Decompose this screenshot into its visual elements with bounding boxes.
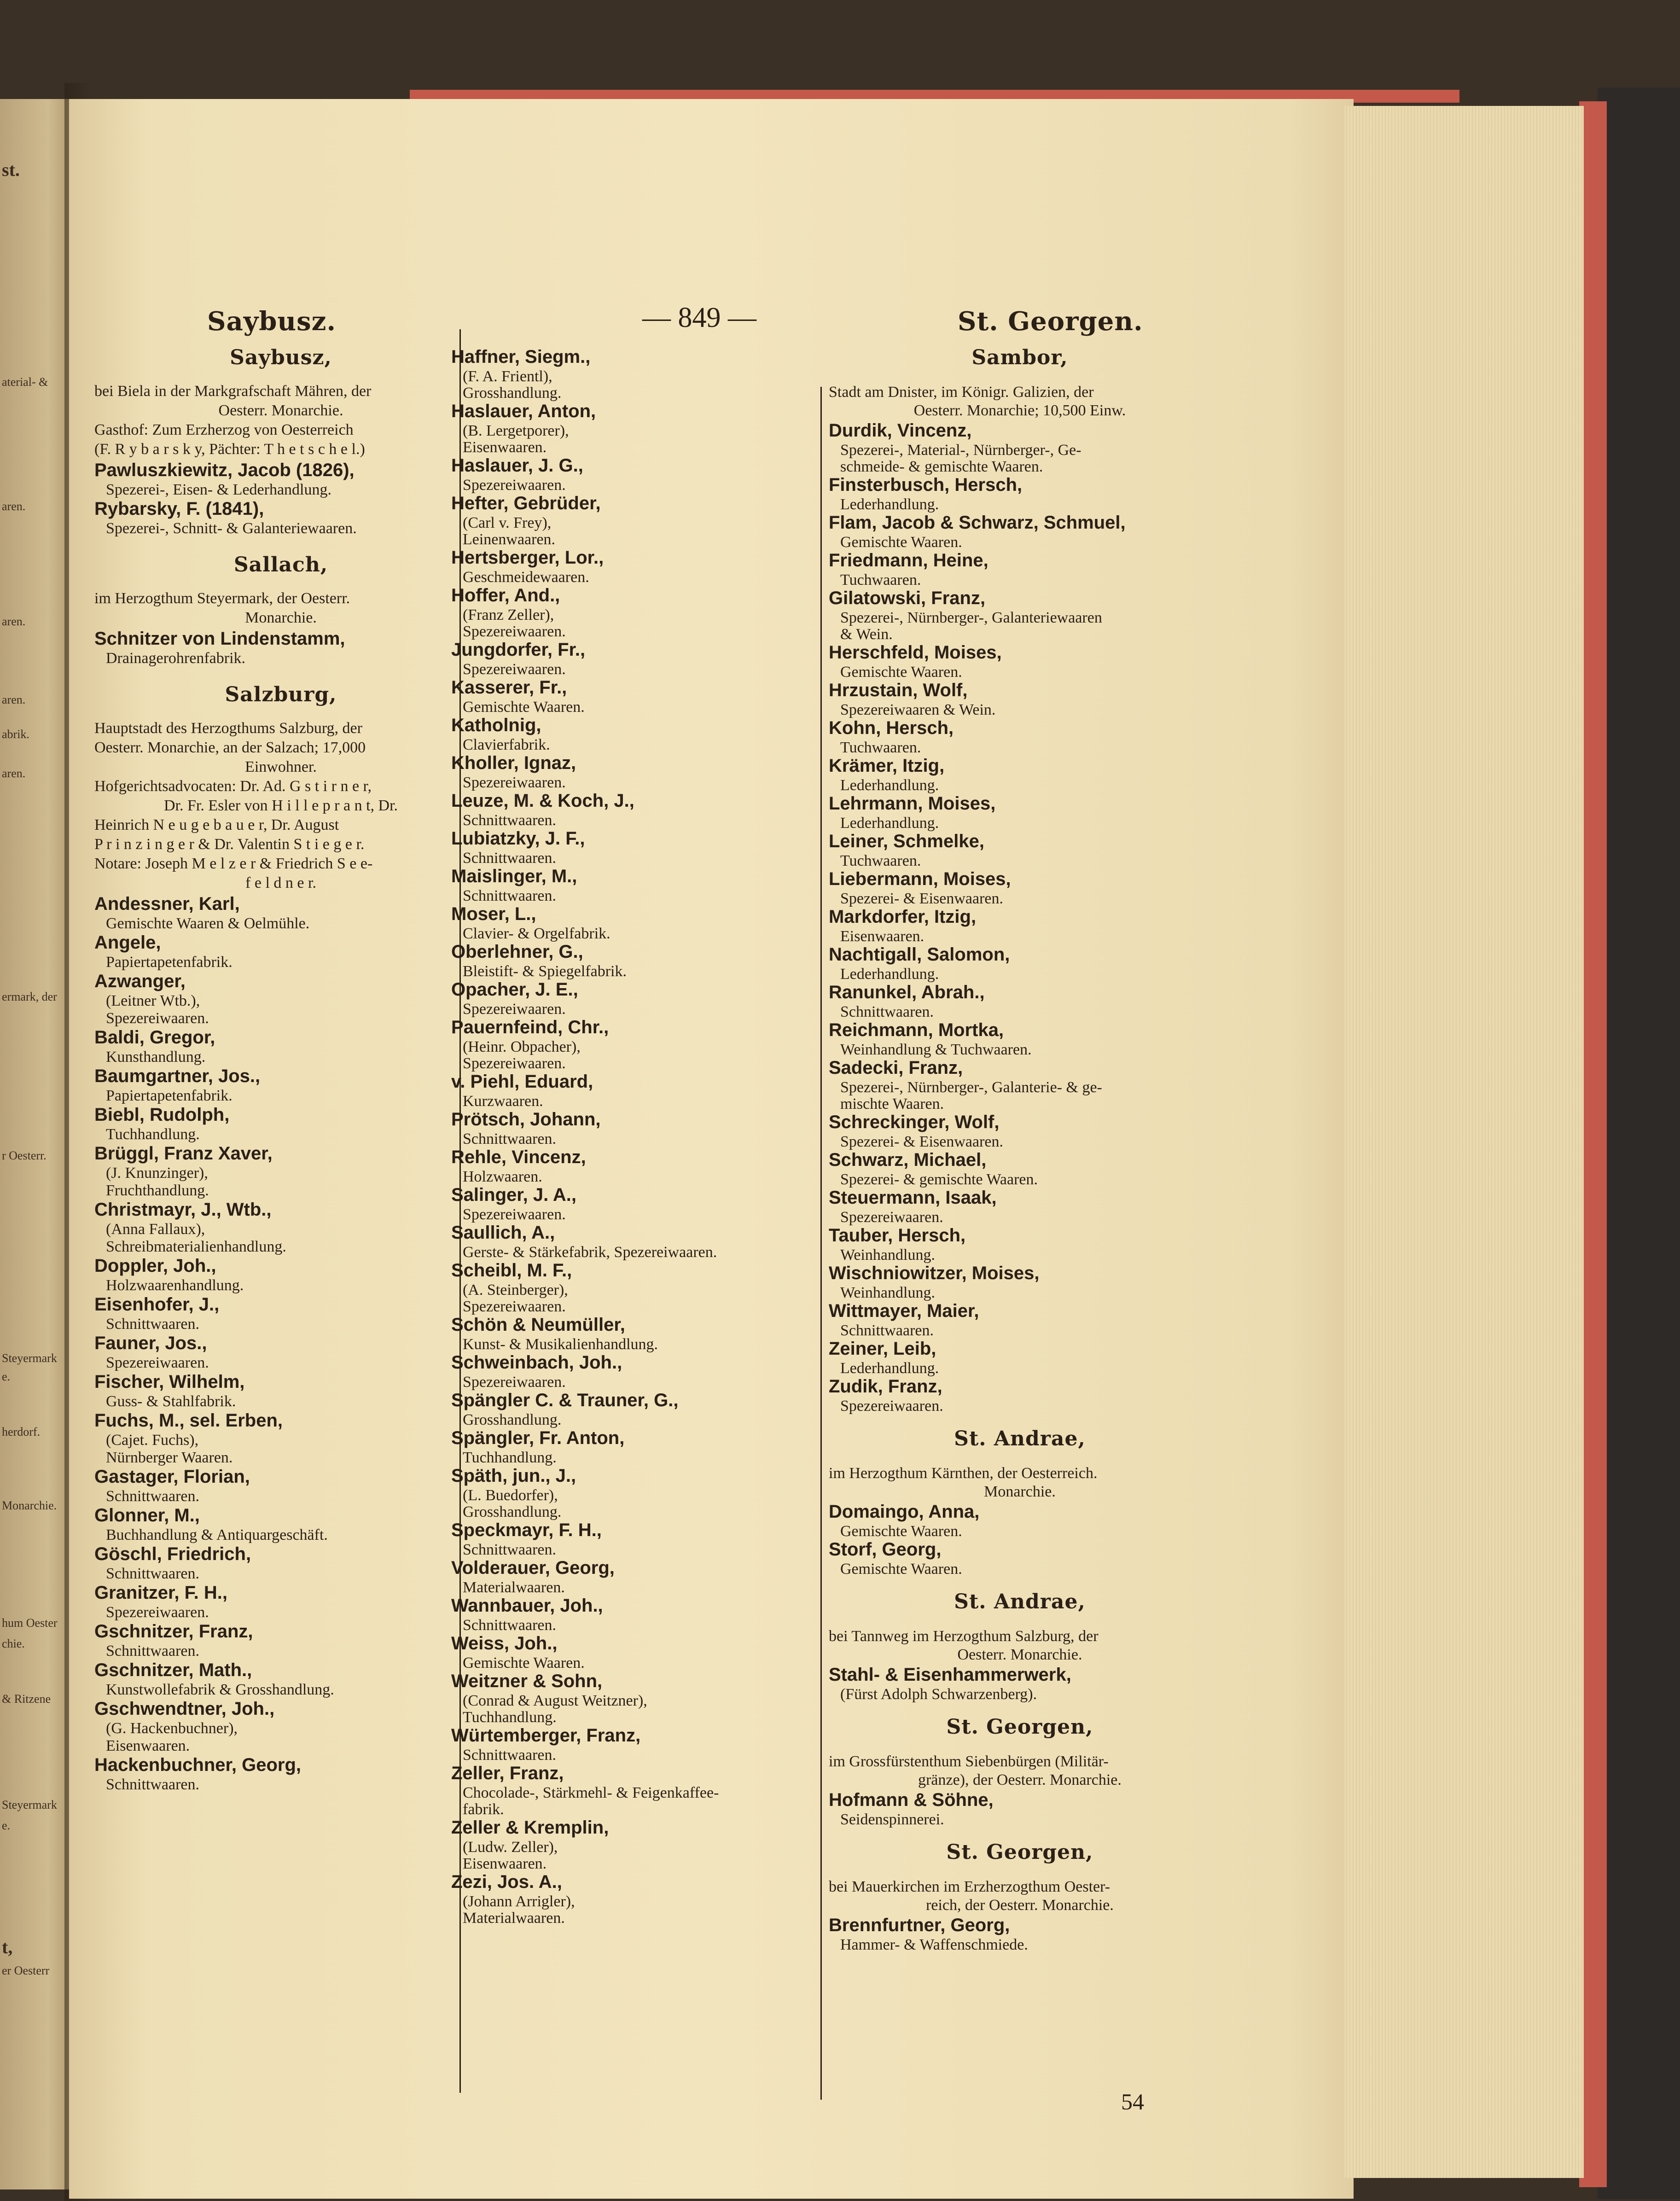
city-description: Oesterr. Monarchie. — [957, 1646, 1082, 1663]
firm-name: Flam, Jacob & Schwarz, Schmuel, — [829, 512, 1126, 533]
left-page-fragment: e. — [2, 1819, 11, 1832]
left-page-fragment: aren. — [2, 693, 26, 706]
firm-name: Fischer, Wilhelm, — [94, 1372, 245, 1392]
firm-detail: Grosshandlung. — [463, 1411, 562, 1428]
left-page-fragment: e. — [2, 1370, 11, 1383]
firm-detail: Papiertapetenfabrik. — [106, 1087, 233, 1104]
city-description: Monarchie. — [984, 1483, 1056, 1500]
firm-name: Opacher, J. E., — [451, 979, 578, 1000]
city-heading: St. Georgen, — [946, 1840, 1093, 1864]
firm-detail: (A. Steinberger), — [463, 1281, 568, 1298]
city-description: im Herzogthum Steyermark, der Oesterr. — [94, 590, 350, 607]
left-page-fragment: Monarchie. — [2, 1499, 57, 1512]
firm-name: Nachtigall, Salomon, — [829, 944, 1010, 965]
city-description: im Grossfürstenthum Siebenbürgen (Militär- — [829, 1753, 1109, 1770]
firm-name: Göschl, Friedrich, — [94, 1544, 251, 1564]
firm-name: Gschnitzer, Math., — [94, 1660, 252, 1680]
firm-name: Zeller, Franz, — [451, 1763, 564, 1783]
firm-detail: Tuchwaaren. — [840, 852, 921, 869]
left-page-fragment: er Oesterr — [2, 1964, 50, 1977]
firm-name: Doppler, Joh., — [94, 1256, 216, 1276]
firm-detail: (Fürst Adolph Schwarzenberg). — [840, 1686, 1037, 1703]
adjacent-left-page — [0, 99, 69, 2189]
firm-name: Wischniowitzer, Moises, — [829, 1263, 1040, 1283]
firm-name: Tauber, Hersch, — [829, 1225, 966, 1246]
city-description: Monarchie. — [245, 609, 317, 626]
left-page-fragment: & Ritzene — [2, 1692, 51, 1706]
firm-detail: Guss- & Stahlfabrik. — [106, 1393, 236, 1410]
firm-detail: Bleistift- & Spiegelfabrik. — [463, 963, 627, 980]
city-description: bei Biela in der Markgrafschaft Mähren, der — [94, 383, 372, 400]
firm-detail: Tuchhandlung. — [463, 1709, 557, 1726]
firm-detail: Lederhandlung. — [840, 777, 939, 794]
left-page-fragment: aterial- & — [2, 375, 48, 389]
firm-detail: Grosshandlung. — [463, 384, 562, 402]
left-page-fragment: hum Oester — [2, 1616, 58, 1630]
firm-detail: Tuchhandlung. — [463, 1449, 557, 1466]
firm-detail: Buchhandlung & Antiquargeschäft. — [106, 1526, 328, 1543]
firm-name: Späth, jun., J., — [451, 1466, 576, 1486]
firm-detail: Schnittwaaren. — [463, 887, 556, 904]
firm-detail: Clavier- & Orgelfabrik. — [463, 925, 610, 942]
firm-detail: (B. Lergetporer), — [463, 422, 569, 439]
firm-detail: Spezereiwaaren. — [463, 477, 566, 494]
city-description: Hofgerichtsadvocaten: Dr. Ad. G s t i r n e r, — [94, 778, 372, 795]
firm-name: Saullich, A., — [451, 1223, 555, 1243]
firm-detail: Schnittwaaren. — [463, 1130, 556, 1147]
firm-detail: Lederhandlung. — [840, 1360, 939, 1377]
firm-detail: Lederhandlung. — [840, 966, 939, 983]
firm-name: Schwarz, Michael, — [829, 1150, 987, 1170]
firm-name: Baldi, Gregor, — [94, 1027, 215, 1048]
firm-detail: Spezereiwaaren. — [106, 1354, 209, 1371]
city-description: reich, der Oesterr. Monarchie. — [926, 1897, 1114, 1914]
firm-detail: (Anna Fallaux), — [106, 1221, 205, 1238]
firm-detail: Holzwaaren. — [463, 1168, 542, 1185]
city-heading: Saybusz, — [230, 346, 332, 369]
firm-name: Oberlehner, G., — [451, 942, 583, 962]
firm-detail: Grosshandlung. — [463, 1503, 562, 1520]
firm-detail: Tuchhandlung. — [106, 1126, 200, 1143]
city-heading: Sambor, — [971, 346, 1068, 369]
firm-name: Friedmann, Heine, — [829, 550, 988, 571]
firm-name: Katholnig, — [451, 715, 541, 735]
firm-name: Lehrmann, Moises, — [829, 793, 996, 814]
firm-detail: (Franz Zeller), — [463, 606, 554, 623]
firm-name: Herschfeld, Moises, — [829, 642, 1002, 663]
firm-detail: mischte Waaren. — [840, 1095, 944, 1112]
firm-name: Steuermann, Isaak, — [829, 1188, 997, 1208]
firm-detail: Schnittwaaren. — [106, 1316, 199, 1333]
firm-detail: Kurzwaaren. — [463, 1093, 543, 1110]
firm-name: Granitzer, F. H., — [94, 1583, 227, 1603]
firm-name: Jungdorfer, Fr., — [451, 640, 586, 660]
firm-detail: (Heinr. Obpacher), — [463, 1038, 581, 1055]
firm-name: Azwanger, — [94, 971, 186, 991]
city-description: Hauptstadt des Herzogthums Salzburg, der — [94, 720, 362, 737]
city-description: P r i n z i n g e r & Dr. Valentin S t i e g e r. — [94, 836, 365, 853]
firm-name: Prötsch, Johann, — [451, 1109, 601, 1130]
firm-name: Volderauer, Georg, — [451, 1558, 615, 1578]
firm-name: Brennfurtner, Georg, — [829, 1915, 1010, 1935]
firm-detail: Schnittwaaren. — [840, 1322, 934, 1339]
left-page-fragment: aren. — [2, 615, 26, 628]
firm-name: Gastager, Florian, — [94, 1467, 250, 1487]
firm-name: Scheibl, M. F., — [451, 1260, 572, 1281]
firm-name: Leuze, M. & Koch, J., — [451, 791, 634, 811]
city-description: Stadt am Dnister, im Königr. Galizien, der — [829, 384, 1094, 401]
column-rule-right — [820, 387, 822, 2100]
book-cover-right — [1598, 87, 1680, 2199]
firm-name: Krämer, Itzig, — [829, 756, 945, 776]
firm-name: Zeller & Kremplin, — [451, 1817, 609, 1838]
firm-detail: Hammer- & Waffenschmiede. — [840, 1936, 1028, 1953]
firm-detail: Spezereiwaaren. — [463, 1374, 566, 1391]
city-description: Notare: Joseph M e l z e r & Friedrich S e e- — [94, 855, 373, 872]
firm-name: Biebl, Rudolph, — [94, 1105, 230, 1125]
left-page-fragment: st. — [2, 159, 20, 180]
firm-detail: Kunsthandlung. — [106, 1048, 206, 1066]
firm-detail: Lederhandlung. — [840, 815, 939, 832]
firm-detail: & Wein. — [840, 626, 893, 643]
firm-detail: Spezereiwaaren. — [463, 774, 566, 791]
firm-name: Gilatowski, Franz, — [829, 588, 986, 608]
city-description: Heinrich N e u g e b a u e r, Dr. August — [94, 816, 339, 833]
firm-detail: Materialwaaren. — [463, 1910, 565, 1927]
firm-detail: Gemischte Waaren. — [840, 1560, 962, 1578]
firm-detail: Spezereiwaaren. — [463, 1206, 566, 1223]
firm-detail: Leinenwaaren. — [463, 531, 556, 548]
firm-name: Durdik, Vincenz, — [829, 420, 972, 441]
firm-name: Angele, — [94, 932, 161, 953]
firm-detail: Schnittwaaren. — [840, 1003, 934, 1020]
firm-name: Hrzustain, Wolf, — [829, 680, 968, 700]
firm-detail: (Ludw. Zeller), — [463, 1839, 558, 1856]
firm-name: Schön & Neumüller, — [451, 1315, 625, 1335]
firm-detail: Gemischte Waaren & Oelmühle. — [106, 915, 310, 932]
firm-detail: (L. Buedorfer), — [463, 1487, 558, 1504]
firm-name: Wittmayer, Maier, — [829, 1301, 979, 1321]
left-page-fragment: aren. — [2, 767, 26, 780]
firm-name: Rehle, Vincenz, — [451, 1147, 586, 1167]
city-description: Oesterr. Monarchie; 10,500 Einw. — [913, 402, 1126, 419]
firm-name: Weiss, Joh., — [451, 1633, 558, 1654]
firm-name: Würtemberger, Franz, — [451, 1725, 641, 1746]
city-description: Gasthof: Zum Erzherzog von Oesterreich — [94, 421, 354, 438]
firm-detail: Nürnberger Waaren. — [106, 1449, 233, 1466]
firm-name: Spängler, Fr. Anton, — [451, 1428, 625, 1448]
firm-detail: Gemischte Waaren. — [463, 699, 585, 716]
firm-name: Schnitzer von Lindenstamm, — [94, 629, 345, 649]
firm-name: Schweinbach, Joh., — [451, 1352, 622, 1373]
firm-name: Eisenhofer, J., — [94, 1294, 220, 1315]
firm-name: Ranunkel, Abrah., — [829, 982, 985, 1002]
firm-detail: (G. Hackenbuchner), — [106, 1720, 238, 1737]
firm-detail: Spezereiwaaren. — [463, 1298, 566, 1315]
city-heading: St. Georgen, — [946, 1715, 1093, 1739]
firm-detail: Spezereiwaaren. — [840, 1397, 943, 1415]
left-page-fragment: abrik. — [2, 728, 29, 741]
left-page-fragment: aren. — [2, 500, 26, 513]
firm-detail: Schnittwaaren. — [106, 1565, 199, 1582]
firm-name: Leiner, Schmelke, — [829, 831, 984, 851]
firm-name: Hackenbuchner, Georg, — [94, 1755, 302, 1775]
firm-detail: (Leitner Wtb.), — [106, 992, 200, 1009]
left-page-fragment: Steyermark — [2, 1351, 57, 1365]
left-page-fragment: Steyermark — [2, 1798, 57, 1811]
left-page-fragment: chie. — [2, 1637, 25, 1650]
city-description: f e l d n e r. — [245, 874, 316, 891]
firm-name: Lubiatzky, J. F., — [451, 828, 585, 849]
firm-detail: Eisenwaaren. — [463, 439, 547, 456]
firm-detail: Weinhandlung. — [840, 1246, 935, 1264]
firm-name: Moser, L., — [451, 904, 536, 924]
left-page-fragment: ermark, der — [2, 990, 57, 1003]
firm-name: Maislinger, M., — [451, 866, 577, 886]
firm-detail: (F. A. Frientl), — [463, 368, 552, 385]
directory-page — [69, 99, 1354, 2199]
city-description: bei Mauerkirchen im Erzherzogthum Oester- — [829, 1878, 1110, 1895]
firm-name: Kohn, Hersch, — [829, 718, 954, 738]
firm-name: Fuchs, M., sel. Erben, — [94, 1410, 283, 1431]
firm-detail: Kunstwollefabrik & Grosshandlung. — [106, 1681, 334, 1698]
firm-name: Speckmayr, F. H., — [451, 1520, 602, 1540]
firm-detail: Gemischte Waaren. — [840, 1523, 962, 1540]
firm-detail: Schnittwaaren. — [463, 1617, 556, 1634]
firm-name: Spängler C. & Trauner, G., — [451, 1390, 679, 1410]
city-description: bei Tannweg im Herzogthum Salzburg, der — [829, 1628, 1099, 1645]
firm-detail: Fruchthandlung. — [106, 1182, 209, 1199]
firm-name: Hofmann & Söhne, — [829, 1790, 994, 1810]
firm-name: Markdorfer, Itzig, — [829, 907, 977, 927]
firm-detail: Gerste- & Stärkefabrik, Spezereiwaaren. — [463, 1244, 717, 1261]
firm-detail: Spezereiwaaren. — [463, 1055, 566, 1072]
firm-name: Stahl- & Eisenhammerwerk, — [829, 1665, 1071, 1685]
firm-detail: Schnittwaaren. — [463, 1541, 556, 1558]
firm-detail: Spezerei- & Eisenwaaren. — [840, 1133, 1003, 1150]
firm-name: Christmayr, J., Wtb., — [94, 1199, 272, 1220]
firm-name: Haslauer, Anton, — [451, 401, 596, 421]
firm-detail: Geschmeidewaaren. — [463, 569, 589, 586]
firm-name: Finsterbusch, Hersch, — [829, 475, 1023, 495]
firm-name: Hoffer, And., — [451, 585, 560, 606]
firm-detail: Spezereiwaaren. — [106, 1010, 209, 1027]
firm-detail: Spezereiwaaren. — [840, 1209, 943, 1226]
firm-detail: Spezerei-, Eisen- & Lederhandlung. — [106, 481, 331, 498]
firm-name: Domaingo, Anna, — [829, 1502, 980, 1522]
firm-detail: (Johann Arrigler), — [463, 1893, 575, 1910]
signature-mark: 54 — [1121, 2089, 1144, 2114]
city-description: Oesterr. Monarchie. — [218, 402, 343, 419]
firm-name: Gschnitzer, Franz, — [94, 1621, 253, 1642]
firm-detail: Gemischte Waaren. — [840, 534, 962, 551]
firm-name: Hertsberger, Lor., — [451, 547, 604, 568]
city-heading: St. Andrae, — [954, 1427, 1086, 1450]
firm-name: Andessner, Karl, — [94, 894, 240, 914]
firm-detail: (Carl v. Frey), — [463, 514, 552, 531]
firm-name: Haffner, Siegm., — [451, 347, 591, 367]
firm-name: Rybarsky, F. (1841), — [94, 499, 264, 519]
firm-detail: (Conrad & August Weitzner), — [463, 1692, 647, 1709]
firm-detail: Spezerei- & gemischte Waaren. — [840, 1171, 1038, 1188]
firm-detail: Gemischte Waaren. — [463, 1654, 585, 1671]
firm-detail: Papiertapetenfabrik. — [106, 954, 233, 971]
firm-detail: Spezereiwaaren. — [463, 1001, 566, 1018]
firm-detail: Spezerei- & Eisenwaaren. — [840, 890, 1003, 907]
firm-name: Zeiner, Leib, — [829, 1339, 936, 1359]
firm-detail: Eisenwaaren. — [463, 1855, 547, 1872]
city-heading: Sallach, — [233, 553, 328, 576]
city-description: im Herzogthum Kärnthen, der Oesterreich. — [829, 1465, 1098, 1482]
firm-name: Liebermann, Moises, — [829, 869, 1011, 889]
firm-detail: Schnittwaaren. — [463, 850, 556, 867]
running-head-right: St. Georgen. — [958, 306, 1143, 337]
page-block-edges — [1344, 106, 1584, 2178]
firm-detail: Schnittwaaren. — [106, 1642, 199, 1659]
city-description: gränze), der Oesterr. Monarchie. — [918, 1771, 1122, 1788]
firm-detail: Tuchwaaren. — [840, 739, 921, 756]
firm-detail: Schnittwaaren. — [463, 812, 556, 829]
firm-name: Gschwendtner, Joh., — [94, 1699, 275, 1719]
firm-detail: Spezerei-, Material-, Nürnberger-, Ge- — [840, 442, 1081, 459]
firm-detail: Weinhandlung & Tuchwaaren. — [840, 1041, 1032, 1058]
firm-detail: Spezereiwaaren. — [106, 1604, 209, 1621]
firm-detail: Spezereiwaaren. — [463, 623, 566, 640]
firm-detail: schmeide- & gemischte Waaren. — [840, 458, 1043, 475]
city-heading: St. Andrae, — [954, 1590, 1086, 1613]
firm-detail: Lederhandlung. — [840, 496, 939, 513]
city-description: Einwohner. — [245, 758, 317, 775]
firm-detail: Eisenwaaren. — [106, 1737, 190, 1754]
firm-detail: Spezereiwaaren. — [463, 661, 566, 678]
firm-detail: Kunst- & Musikalienhandlung. — [463, 1336, 658, 1353]
firm-detail: Spezereiwaaren & Wein. — [840, 701, 996, 718]
firm-name: Reichmann, Mortka, — [829, 1020, 1004, 1040]
firm-name: Haslauer, J. G., — [451, 455, 583, 476]
firm-detail: Schreibmaterialienhandlung. — [106, 1238, 286, 1255]
firm-detail: Schnittwaaren. — [463, 1747, 556, 1764]
left-page-fragment: t, — [2, 1937, 13, 1957]
firm-name: Fauner, Jos., — [94, 1333, 207, 1353]
firm-detail: Materialwaaren. — [463, 1579, 565, 1596]
firm-name: Kholler, Ignaz, — [451, 753, 576, 773]
firm-detail: Spezerei-, Schnitt- & Galanteriewaaren. — [106, 520, 357, 537]
city-heading: Salzburg, — [225, 683, 337, 706]
firm-detail: Tuchwaaren. — [840, 571, 921, 588]
city-description: Oesterr. Monarchie, an der Salzach; 17,000 — [94, 739, 366, 756]
firm-detail: Eisenwaaren. — [840, 928, 924, 945]
firm-name: Zezi, Jos. A., — [451, 1872, 562, 1892]
firm-name: Pawluszkiewitz, Jacob (1826), — [94, 460, 355, 480]
firm-detail: Schnittwaaren. — [106, 1488, 199, 1505]
firm-name: Schreckinger, Wolf, — [829, 1112, 1000, 1132]
firm-name: Storf, Georg, — [829, 1539, 942, 1560]
firm-name: Brüggl, Franz Xaver, — [94, 1143, 273, 1164]
page-number: — 849 — — [642, 302, 756, 333]
firm-name: Salinger, J. A., — [451, 1185, 576, 1205]
firm-name: Wannbauer, Joh., — [451, 1595, 603, 1616]
firm-name: Glonner, M., — [94, 1505, 200, 1526]
firm-name: Zudik, Franz, — [829, 1376, 942, 1397]
firm-detail: Gemischte Waaren. — [840, 664, 962, 681]
firm-name: Pauernfeind, Chr., — [451, 1017, 609, 1037]
firm-detail: Drainagerohrenfabrik. — [106, 650, 246, 667]
firm-name: v. Piehl, Eduard, — [451, 1071, 593, 1092]
firm-detail: Chocolade-, Stärkmehl- & Feigenkaffee- — [463, 1784, 719, 1801]
running-head-left: Saybusz. — [207, 306, 336, 337]
firm-detail: Seidenspinnerei. — [840, 1811, 944, 1828]
firm-detail: Spezerei-, Nürnberger-, Galanterie- & ge- — [840, 1079, 1102, 1096]
firm-detail: Weinhandlung. — [840, 1284, 935, 1301]
firm-name: Kasserer, Fr., — [451, 677, 567, 698]
firm-detail: (J. Knunzinger), — [106, 1165, 208, 1182]
firm-detail: fabrik. — [463, 1801, 504, 1818]
firm-name: Hefter, Gebrüder, — [451, 493, 601, 513]
firm-detail: Holzwaarenhandlung. — [106, 1277, 244, 1294]
firm-detail: (Cajet. Fuchs), — [106, 1432, 199, 1449]
firm-name: Sadecki, Franz, — [829, 1058, 963, 1078]
firm-detail: Spezerei-, Nürnberger-, Galanteriewaaren — [840, 609, 1102, 626]
firm-name: Weitzner & Sohn, — [451, 1671, 603, 1691]
city-description: Dr. Fr. Esler von H i l l e p r a n t, Dr. — [163, 797, 398, 814]
city-description: (F. R y b a r s k y, Pächter: T h e t s c h e l.) — [94, 441, 365, 458]
firm-detail: Schnittwaaren. — [106, 1776, 199, 1793]
firm-name: Baumgartner, Jos., — [94, 1066, 261, 1086]
left-page-fragment: herdorf. — [2, 1425, 41, 1438]
firm-detail: Clavierfabrik. — [463, 736, 550, 753]
left-page-fragment: r Oesterr. — [2, 1149, 47, 1162]
